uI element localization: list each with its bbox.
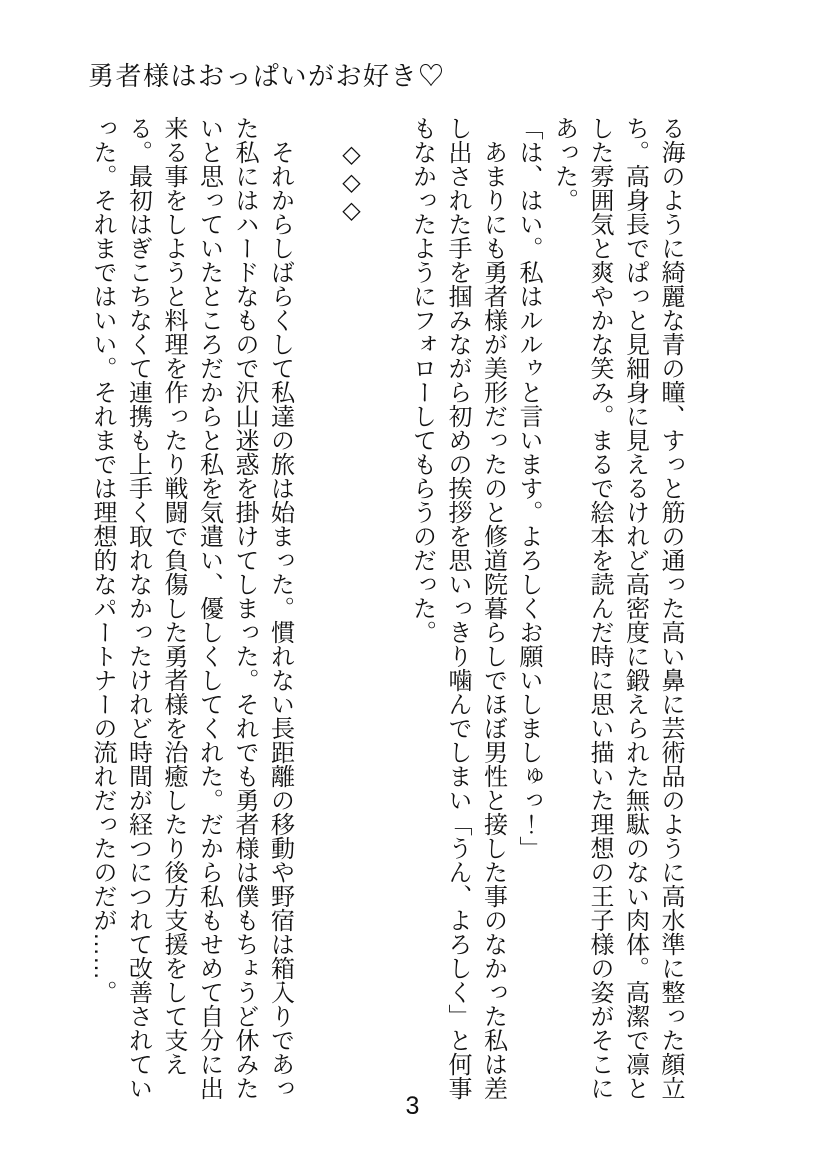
paragraph-dialogue: 「は、はい。私はルルゥと言います。よろしくお願いしましゅっ！」 (515, 116, 542, 860)
paragraph-narration: あまりにも勇者様が美形だったのと修道院暮らしでほぼ男性と接した事のなかった私は差し出された手を掴みながら初めの挨拶を思いっきり噛んでしまい「うん、よろしく」と何事もなかったようにフォローしてもらうのだった。 (408, 116, 507, 1100)
paragraph-narration: それからしばらくして私達の旅は始まった。慣れない長距離の移動や野宿は箱入りであった私にはハードなもので沢山迷惑を掛けてしまった。それでも勇者様は僕もちょうど休みたいと思っていたところだからと私を気遣い、優しくしてくれた。だから私もせめて自分に出来る事をしようと料理を作ったり戦闘で負傷した勇者様を治癒したり後方支援をして支える。最初はぎこちなくて連携も上手く取れなかったけれど時間が経つにつれて改善されていった。それまではいい。それまでは理想的なパートナーの流れだったのだが……。 (89, 116, 294, 1100)
section-divider: ◇◇◇ (337, 140, 365, 224)
page-header-title: 勇者様はおっぱいがお好き♡ (88, 61, 446, 91)
page-number: 3 (405, 1092, 420, 1120)
vertical-text-body (84, 116, 688, 1100)
paragraph-description: る海のように綺麗な青の瞳、すっと筋の通った高い鼻に芸術品のように高水準に整った顔立ち。高身長でぱっと見細身に見えるけれど高密度に鍛えられた無駄のない肉体。高潔で凛とした雰囲気と爽やかな笑み。まるで絵本を読んだ時に思い描いた理想の王子様の姿がそこにあった。 (550, 116, 684, 1100)
